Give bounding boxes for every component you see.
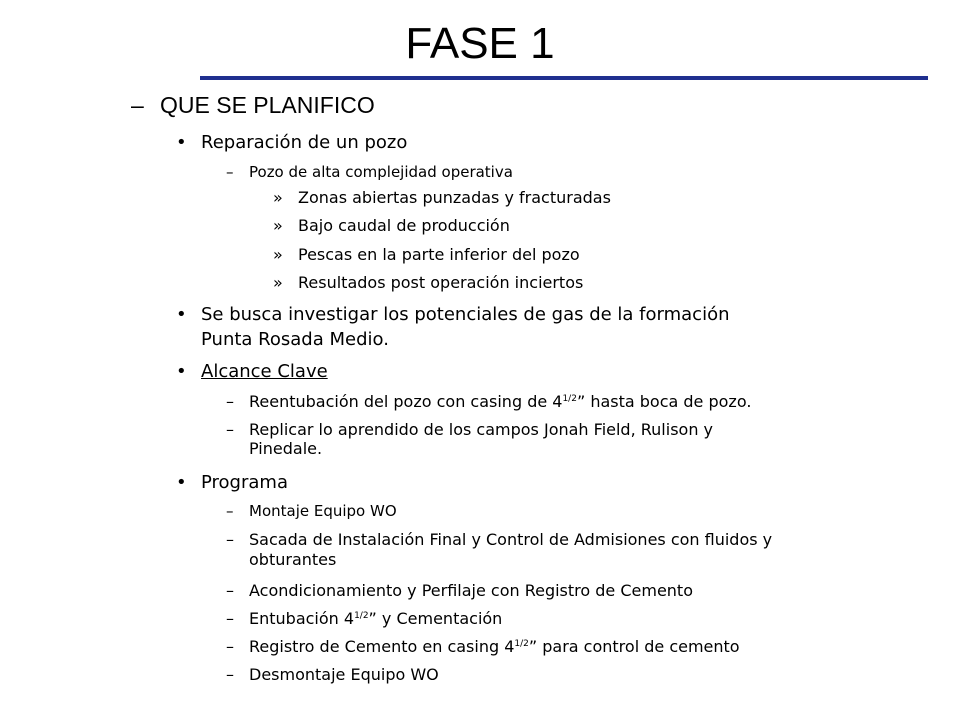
- sub-item-replicar: [226, 420, 714, 440]
- bullet-marker: •: [176, 132, 187, 153]
- detail-item-3: [273, 245, 580, 265]
- fraction-superscript: 1/2: [514, 639, 529, 649]
- program-step-6: [226, 665, 439, 685]
- bullet-investigar-continuation: [201, 328, 389, 352]
- program-step-text: Montaje Equipo WO: [249, 502, 397, 520]
- dash-marker: –: [226, 637, 234, 656]
- program-step-text: Acondicionamiento y Perfilaje con Registro de Cemento: [249, 581, 693, 600]
- program-step-2-continuation: [249, 550, 336, 570]
- chevron-marker: »: [273, 245, 283, 264]
- sub-item-reentubacion: [226, 392, 752, 412]
- sub-item-complejidad: [226, 162, 513, 182]
- program-step-text-line2: obturantes: [249, 550, 337, 569]
- detail-text: Bajo caudal de producción: [298, 216, 510, 235]
- fraction-superscript: 1/2: [562, 394, 577, 404]
- dash-marker: –: [226, 163, 234, 181]
- bullet-investigar: [176, 303, 730, 327]
- detail-text: Resultados post operación inciertos: [298, 273, 584, 292]
- dash-marker: –: [226, 530, 234, 549]
- slide-title: FASE 1: [405, 19, 555, 68]
- program-step-text-post: ” y Cementación: [368, 609, 503, 628]
- detail-item-2: [273, 216, 510, 236]
- program-step-text-pre: Registro de Cemento en casing 4: [249, 637, 515, 656]
- bullet-text: Programa: [201, 472, 288, 493]
- program-step-text-post: ” para control de cemento: [528, 637, 740, 656]
- section-heading-text: QUE SE PLANIFICO: [160, 92, 375, 118]
- dash-marker: –: [226, 609, 234, 628]
- chevron-marker: »: [273, 273, 283, 292]
- chevron-marker: »: [273, 216, 283, 235]
- dash-marker: –: [226, 502, 234, 520]
- title-underline-rule: [200, 76, 928, 80]
- chevron-marker: »: [273, 188, 283, 207]
- dash-marker: –: [226, 392, 234, 411]
- detail-item-4: [273, 273, 584, 293]
- bullet-programa: [176, 471, 288, 495]
- section-heading: [131, 90, 375, 120]
- program-step-text-line1: Sacada de Instalación Final y Control de Admisiones con fluidos y: [249, 530, 773, 549]
- bullet-text: Alcance Clave: [201, 361, 328, 382]
- dash-marker: –: [226, 665, 234, 684]
- program-step-5: [226, 637, 740, 657]
- program-step-text-pre: Entubación 4: [249, 609, 355, 628]
- program-step-1: [226, 501, 397, 521]
- sub-item-replicar-continuation: [249, 439, 322, 459]
- program-step-text: Desmontaje Equipo WO: [249, 665, 439, 684]
- bullet-alcance-clave: [176, 360, 328, 384]
- sub-item-text: Pozo de alta complejidad operativa: [249, 163, 513, 181]
- program-step-3: [226, 581, 693, 601]
- bullet-marker: •: [176, 472, 187, 493]
- bullet-reparacion: [176, 131, 408, 155]
- dash-marker: –: [226, 581, 234, 600]
- dash-marker: –: [226, 420, 234, 439]
- program-step-4: [226, 609, 503, 629]
- bullet-marker: •: [176, 361, 187, 382]
- detail-item-1: [273, 188, 611, 208]
- sub-item-text-pre: Reentubación del pozo con casing de 4: [249, 392, 563, 411]
- bullet-text-line2: Punta Rosada Medio.: [201, 329, 389, 350]
- fraction-superscript: 1/2: [354, 611, 369, 621]
- dash-marker: –: [131, 92, 144, 118]
- detail-text: Zonas abiertas punzadas y fracturadas: [298, 188, 611, 207]
- sub-item-text-line2: Pinedale.: [249, 439, 323, 458]
- bullet-text-line1: Se busca investigar los potenciales de gas de la formación: [201, 304, 730, 325]
- sub-item-text-line1: Replicar lo aprendido de los campos Jonah Field, Rulison y: [249, 420, 714, 439]
- bullet-marker: •: [176, 304, 187, 325]
- program-step-2: [226, 530, 773, 550]
- detail-text: Pescas en la parte inferior del pozo: [298, 245, 580, 264]
- bullet-text: Reparación de un pozo: [201, 132, 408, 153]
- sub-item-text-post: ” hasta boca de pozo.: [576, 392, 752, 411]
